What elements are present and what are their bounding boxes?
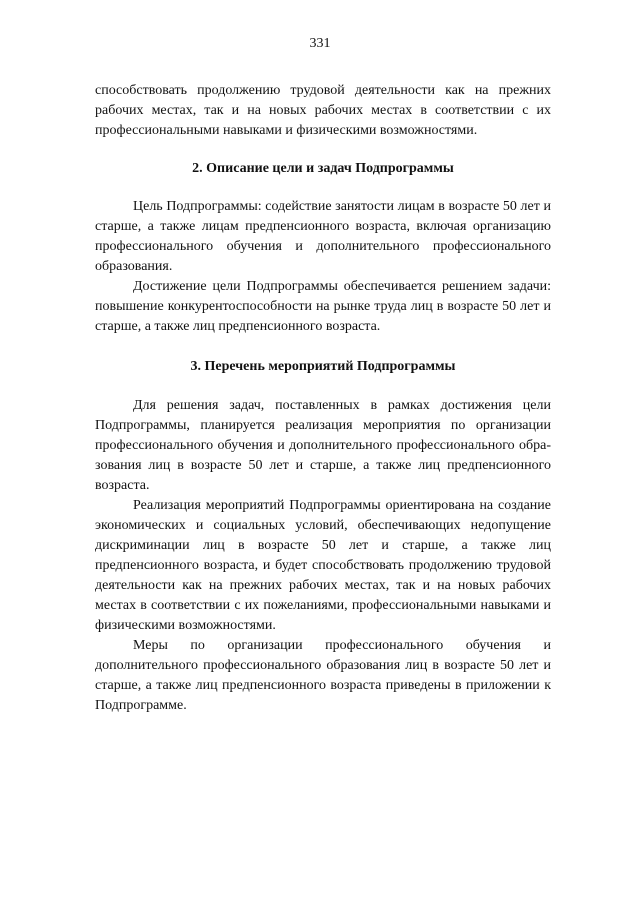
section-3-paragraph-measures: Меры по организации профессионального обучения и дополнительного профессионального образования лиц в возрасте 50 лет и старше, а также лиц предпенсионного возраста приведены в приложении к Подпрограмме. — [95, 638, 551, 713]
section-3-paragraph-plan: Для решения задач, поставленных в рамках достижения цели Подпрограммы, планируется реализация мероприятия по организации профессионального обучения и дополнительного профессионального образования лиц в возрасте 50 лет и старше, а также лиц предпенсионного возраста. — [95, 398, 551, 493]
page-content — [95, 81, 551, 716]
intro-paragraph: способствовать продолжению трудовой деятельности как на прежних рабочих местах, так и на новых рабочих местах в соответствии с их профессиональными навыками и физическими возможностями. — [95, 83, 551, 138]
page-number: 331 — [309, 36, 331, 51]
section-3-heading: 3. Перечень мероприятий Подпрограммы — [190, 359, 456, 374]
section-2-heading: 2. Описание цели и задач Подпрограммы — [192, 161, 454, 176]
section-3-paragraph-implementation: Реализация мероприятий Подпрограммы ориентирована на создание экономических и социальных условий, обеспечивающих недопущение дискриминации лиц в возрасте 50 лет и старше, а также лиц предпенсионного возраста, и будет способствовать продолжению трудовой деятельности как на прежних рабочих местах, так и на новых рабочих местах в соответствии с их пожеланиями, профессиональными навыками и физическими возможностями. — [95, 498, 551, 633]
section-2-paragraph-task: Достижение цели Подпрограммы обеспечивается решением задачи: повышение конкурентоспособности на рынке труда лиц в возрасте 50 лет и старше, а также лиц предпенсионного возраста. — [95, 279, 551, 334]
section-2-paragraph-goal: Цель Подпрограммы: содействие занятости лицам в возрасте 50 лет и старше, а также лицам предпенсионного возраста, включая организацию профессионального обучения и дополнительного профессионального образования. — [95, 199, 551, 274]
